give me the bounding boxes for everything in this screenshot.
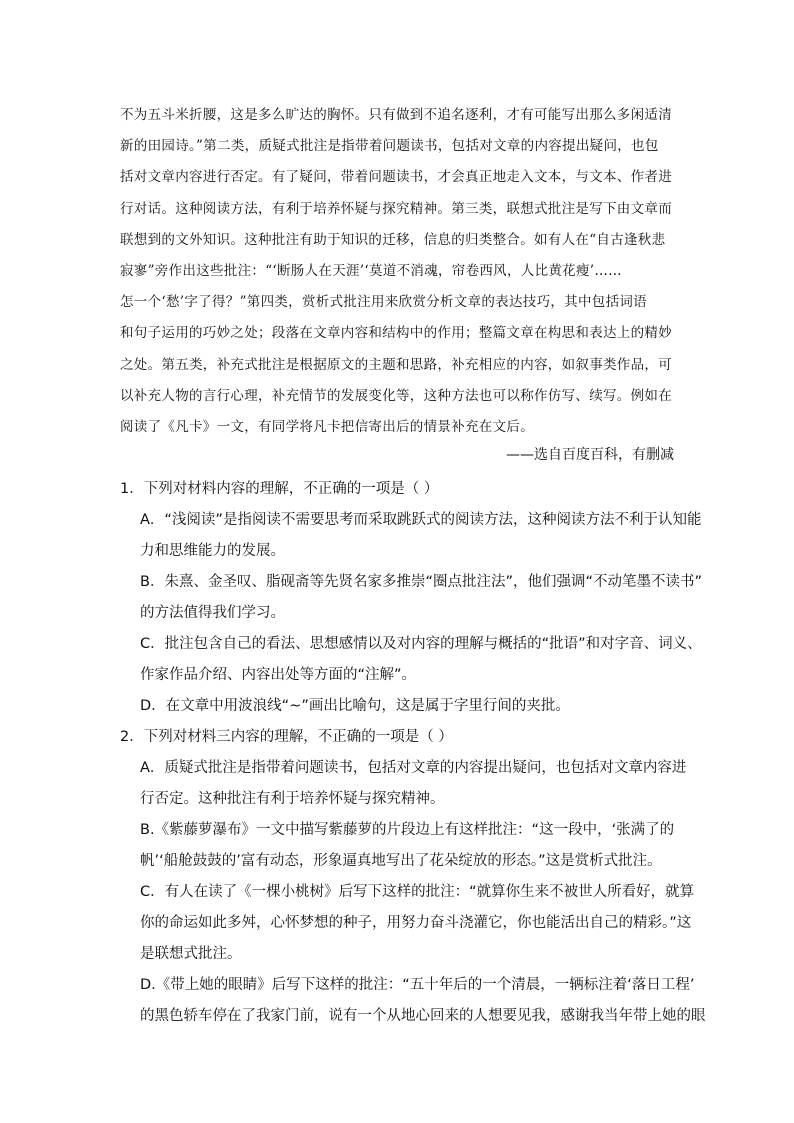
question-2-option-a: A．质疑式批注是指带着问题读书，包括对文章的内容提出疑问，也包括对文章内容进 <box>140 760 687 776</box>
question-1-option-d: D．在文章中用波浪线“~”画出比喻句，这是属于字里行间的夹批。 <box>140 698 570 714</box>
passage-line: 怎一个‘愁’字了得？”第四类，赏析式批注用来欣赏分析文章的表达技巧，其中包括词语 <box>120 294 647 311</box>
passage-line: 不为五斗米折腰，这是多么旷达的胸怀。只有做到不追名逐利，才有可能写出那么多闲适清 <box>120 107 672 123</box>
question-2-option-d: D.《带上她的眼睛》后写下这样的批注：“五十年后的一个清晨，一辆标注着‘落日工程’ <box>140 977 695 993</box>
question-1-option-c-cont: 作家作品介绍、内容出处等方面的“注解”。 <box>140 667 417 683</box>
question-2-option-a-cont: 行否定。这种批注有利于培养怀疑与探究精神。 <box>140 791 445 807</box>
passage-line: 寂寥”旁作出这些批注：“‘断肠人在天涯’‘莫道不消魂，帘卷西风，人比黄花瘦’…… <box>120 262 622 279</box>
question-1-option-c: C．批注包含自己的看法、思想感情以及对内容的理解与概括的“批语”和对字音、词义、 <box>140 636 702 652</box>
passage-line: 行对话。这种阅读方法，有利于培养怀疑与探究精神。第三类，联想式批注是写下由文章而 <box>120 200 672 217</box>
question-1-option-a-cont: 力和思维能力的发展。 <box>140 543 285 559</box>
question-2-option-c-cont: 你的命运如此多舛，心怀梦想的种子，用努力奋斗浇灌它，你也能活出自己的精彩。”这 <box>140 915 692 931</box>
question-1-option-b: B．朱熹、金圣叹、脂砚斋等先贤名家多推崇“圈点批注法”，他们强调“不动笔墨不读书” <box>140 574 702 590</box>
passage-line: 和句子运用的巧妙之处；段落在文章内容和结构中的作用；整篇文章在构思和表达上的精妙 <box>120 325 672 342</box>
passage-line: 联想到的文外知识。这种批注有助于知识的迁移，信息的归类整合。如有人在“自古逢秋悲 <box>120 231 666 248</box>
passage-line: 阅读了《凡卡》一文，有同学将凡卡把信寄出后的情景补充在文后。 <box>120 418 534 435</box>
question-2-option-c: C．有人在读了《一棵小桃树》后写下这样的批注：“就算你生来不被世人所看好，就算 <box>140 884 695 900</box>
question-2-stem: 2．下列对材料三内容的理解，不正确的一项是（ ） <box>120 729 453 745</box>
question-1-option-b-cont: 的方法值得我们学习。 <box>140 605 285 621</box>
passage-line: 括对文章内容进行否定。有了疑问，带着问题读书，才会真正地走入文本，与文本、作者进 <box>120 169 672 186</box>
question-2-option-d-cont: 的黑色轿车停在了我家门前，说有一个从地心回来的人想要见我，感谢我当年带上她的眼 <box>140 1008 706 1024</box>
question-1-stem: 1．下列对材料内容的理解，不正确的一项是（ ） <box>120 481 439 497</box>
question-2-option-b-cont: 帆’‘船舱鼓鼓的’富有动态，形象逼真地写出了花朵绽放的形态。”这是赏析式批注。 <box>140 853 662 869</box>
passage <box>120 100 680 443</box>
question-2-option-c-cont: 是联想式批注。 <box>140 946 242 962</box>
passage-line: 以补充人物的言行心理，补充情节的发展变化等，这种方法也可以称作仿写、续写。例如在 <box>120 387 672 404</box>
question-2-option-b: B.《紫藤萝瀑布》一文中描写紫藤萝的片段边上有这样批注：“这一段中，‘张满了的 <box>140 822 675 838</box>
passage-line: 之处。第五类，补充式批注是根据原文的主题和思路，补充相应的内容，如叙事类作品，可 <box>120 356 672 373</box>
source-citation: ——选自百度百科，有删减 <box>506 447 674 463</box>
passage-line: 新的田园诗。”第二类，质疑式批注是指带着问题读书，包括对文章的内容提出疑问，也包 <box>120 138 659 155</box>
questions <box>120 474 706 1032</box>
question-1-option-a: A．“浅阅读”是指阅读不需要思考而采取跳跃式的阅读方法，这种阅读方法不利于认知能 <box>140 512 702 528</box>
